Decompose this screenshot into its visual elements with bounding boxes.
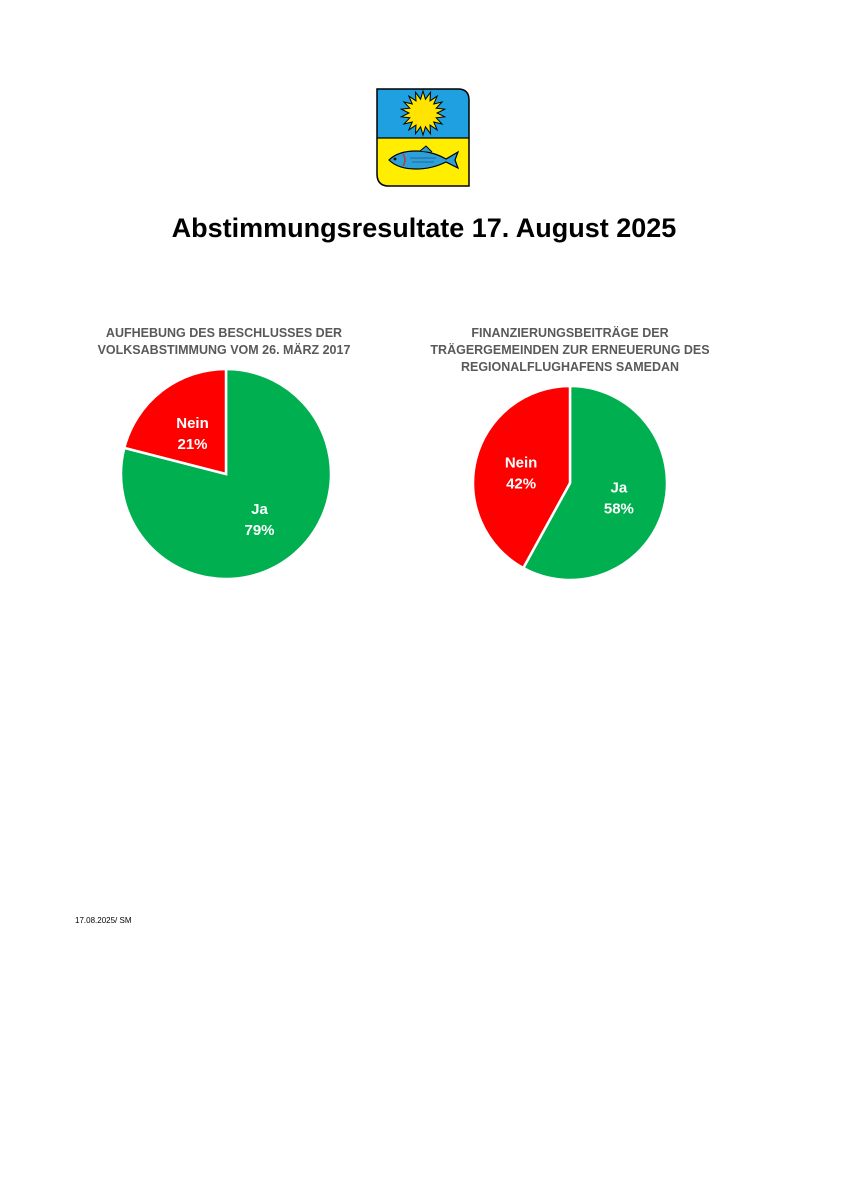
slice-label-ja: Ja [610,479,628,497]
slice-value-nein: 21% [177,435,208,453]
pie-chart [470,383,670,583]
pie-chart [118,366,334,582]
page-title: Abstimmungsresultate 17. August 2025 [171,213,677,243]
slice-value-nein: 42% [506,475,537,493]
slice-label-nein: Nein [504,454,538,472]
footer-date: 17.08.2025/ SM [75,916,132,925]
chart-title: AUFHEBUNG DES BESCHLUSSES DER VOLKSABSTIMMUNG VOM 26. MÄRZ 2017 [97,326,351,357]
slice-label-ja: Ja [251,501,268,519]
slice-label-nein: Nein [176,414,209,432]
coat-of-arms [376,88,470,187]
slice-value-ja: 58% [603,500,634,518]
slice-value-ja: 79% [244,522,275,540]
chart-title: FINANZIERUNGSBEITRÄGE DER TRÄGERGEMEINDEN ZUR ERNEUERUNG DES REGIONALFLUGHAFENS SAMEDAN [430,326,710,374]
